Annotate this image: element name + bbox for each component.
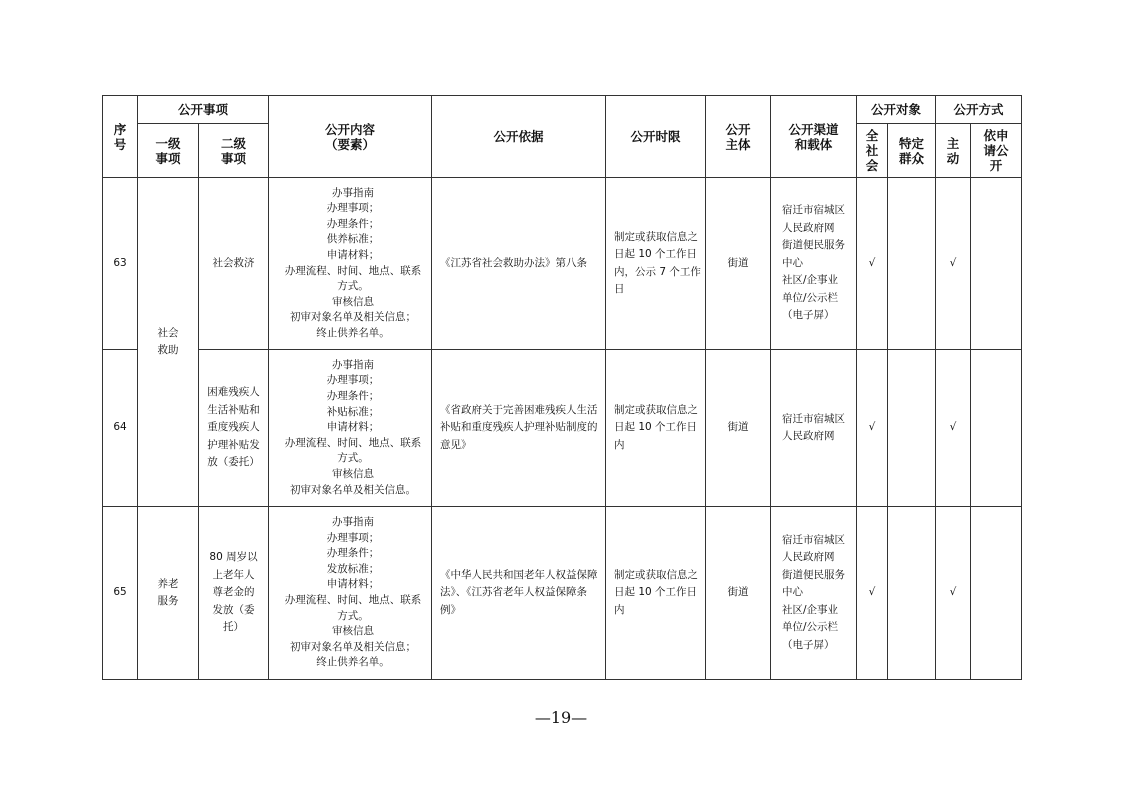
row-target-specific <box>888 178 936 350</box>
disclosure-table <box>102 95 1022 680</box>
row-level2: 困难残疾人生活补贴和重度残疾人护理补贴发放（委托） <box>199 350 269 507</box>
row-time-limit: 制定或获取信息之日起 10 个工作日内 <box>606 350 706 507</box>
row-basis: 《中华人民共和国老年人权益保障法》、《江苏省老年人权益保障条例》 <box>432 507 606 680</box>
header-mode-apply: 依申请公开 <box>971 124 1022 178</box>
header-mode: 公开方式 <box>936 96 1022 124</box>
row-content: 办事指南 办理事项； 办理条件； 补贴标准； 申请材料； 办理流程、时间、地点、联系 方式。 审核信息 初审对象名单及相关信息。 <box>269 350 432 507</box>
row-time-limit: 制定或获取信息之日起 10 个工作日内 <box>606 507 706 680</box>
header-channel: 公开渠道和载体 <box>771 96 857 178</box>
header-subject: 公开主体 <box>706 96 771 178</box>
row-time-limit: 制定或获取信息之日起 10 个工作日内，公示 7 个工作日 <box>606 178 706 350</box>
row-target-specific <box>888 350 936 507</box>
row-channel: 宿迁市宿城区 人民政府网 街道便民服务 中心 社区/企事业 单位/公示栏 （电子屏） <box>771 507 857 680</box>
row-target-all-check: √ <box>857 350 888 507</box>
row-level1: 养老服务 <box>138 507 199 680</box>
header-target-specific: 特定群众 <box>888 124 936 178</box>
row-subject: 街道 <box>706 178 771 350</box>
row-content: 办事指南 办理事项； 办理条件； 发放标准； 申请材料； 办理流程、时间、地点、联系 方式。 审核信息 初审对象名单及相关信息； 终止供养名单。 <box>269 507 432 680</box>
header-content: 公开内容（要素） <box>269 96 432 178</box>
row-content: 办事指南 办理事项； 办理条件； 供养标准； 申请材料； 办理流程、时间、地点、联系 方式。 审核信息 初审对象名单及相关信息； 终止供养名单。 <box>269 178 432 350</box>
row-level1-social-relief: 社会救助 <box>138 178 199 507</box>
row-mode-apply <box>971 507 1022 680</box>
row-mode-active-check: √ <box>936 350 971 507</box>
header-level2: 二级事项 <box>199 124 269 178</box>
row-mode-apply <box>971 178 1022 350</box>
header-target: 公开对象 <box>857 96 936 124</box>
row-basis: 《江苏省社会救助办法》第八条 <box>432 178 606 350</box>
row-level2: 80 周岁以上老年人尊老金的发放（委托） <box>199 507 269 680</box>
row-level2: 社会救济 <box>199 178 269 350</box>
header-seq: 序号 <box>103 96 138 178</box>
header-basis: 公开依据 <box>432 96 606 178</box>
page-number: —19— <box>534 708 588 727</box>
header-time-limit: 公开时限 <box>606 96 706 178</box>
row-target-all-check: √ <box>857 178 888 350</box>
header-target-all: 全社会 <box>857 124 888 178</box>
row-seq: 65 <box>103 507 138 680</box>
row-basis: 《省政府关于完善困难残疾人生活补贴和重度残疾人护理补贴制度的意见》 <box>432 350 606 507</box>
row-target-all-check: √ <box>857 507 888 680</box>
row-seq: 64 <box>103 350 138 507</box>
table-row <box>103 507 1022 680</box>
header-mode-active: 主动 <box>936 124 971 178</box>
header-level1: 一级事项 <box>138 124 199 178</box>
row-subject: 街道 <box>706 507 771 680</box>
row-subject: 街道 <box>706 350 771 507</box>
row-mode-active-check: √ <box>936 178 971 350</box>
row-seq: 63 <box>103 178 138 350</box>
header-matters: 公开事项 <box>138 96 269 124</box>
row-mode-apply <box>971 350 1022 507</box>
row-channel: 宿迁市宿城区 人民政府网 <box>771 350 857 507</box>
row-channel: 宿迁市宿城区 人民政府网 街道便民服务 中心 社区/企事业 单位/公示栏 （电子屏） <box>771 178 857 350</box>
table-row <box>103 350 1022 507</box>
table-row <box>103 178 1022 350</box>
row-target-specific <box>888 507 936 680</box>
row-mode-active-check: √ <box>936 507 971 680</box>
